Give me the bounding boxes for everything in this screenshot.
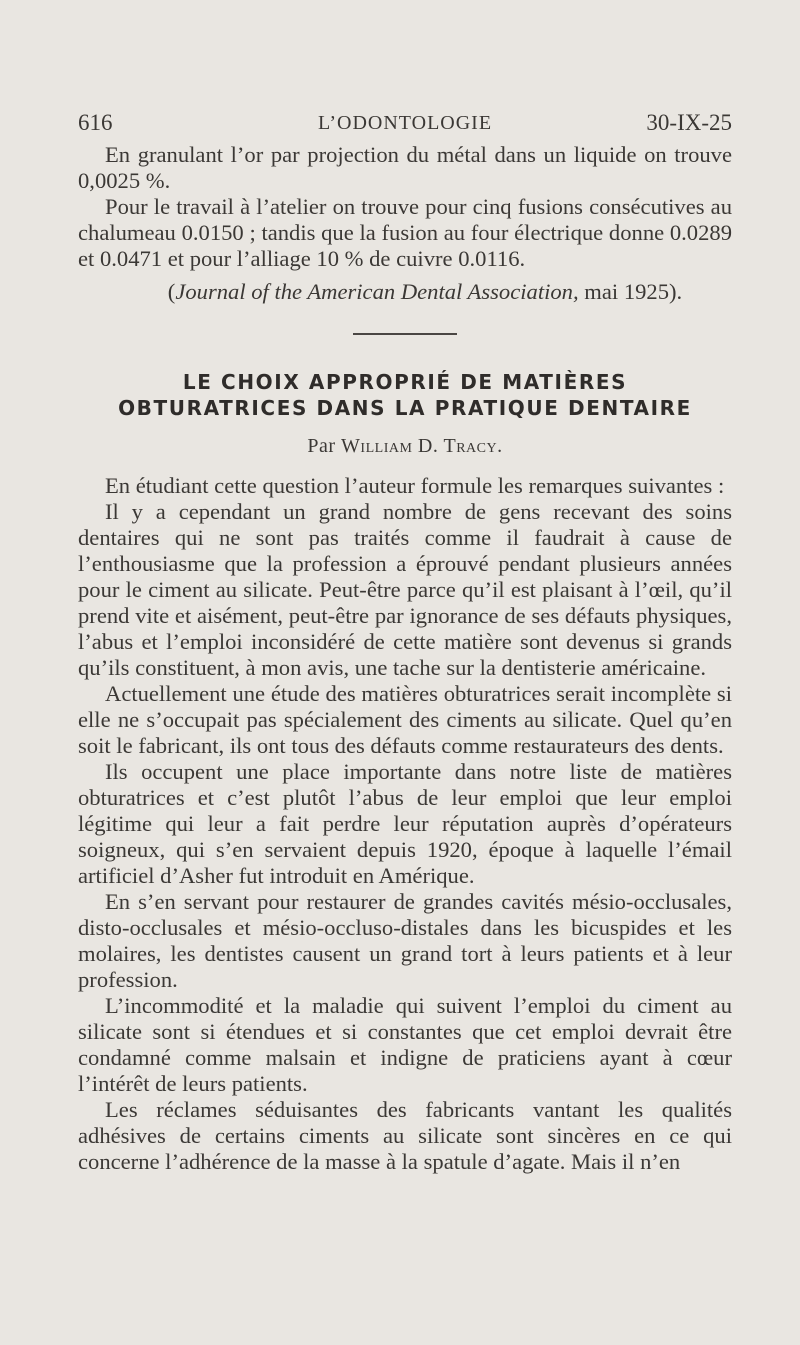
- article: [78, 369, 732, 1175]
- paragraph: L’incommodité et la maladie qui suivent l’emploi du ciment au silicate sont si étendues et si constantes que cet emploi devrait être condamné comme malsain et indigne de praticiens ayant à cœur l’intérêt de leurs patients.: [78, 993, 732, 1096]
- citation-open: (: [167, 279, 176, 304]
- citation-journal: Journal of the American Dental Association,: [175, 279, 579, 304]
- paragraph: Ils occupent une place importante dans notre liste de matières obturatrices et c’est plutôt l’abus de leur emploi que leur emploi légitime qui leur a fait perdre leur réputation auprès d’opérateurs soigneux, qui s’en servaient depuis 1920, époque à laquelle l’émail artificiel d’Asher fut introduit en Amérique.: [78, 759, 732, 888]
- journal-name: L’ODONTOLOGIE: [317, 112, 493, 134]
- section-divider: [353, 333, 457, 335]
- paragraph: En étudiant cette question l’auteur formule les remarques suivantes :: [105, 473, 725, 498]
- paragraph: En granulant l’or par projection du métal dans un liquide on trouve 0,0025 %.: [78, 142, 732, 193]
- article-title-line-1: LE CHOIX APPROPRIÉ DE MATIÈRES: [182, 370, 628, 394]
- paragraph: Pour le travail à l’atelier on trouve pour cinq fusions consécutives au chalumeau 0.0150 ; tandis que la fusion au four électrique donne 0.0289 et 0.0471 et pour l’alliage 10 % de cuivre 0.0116.: [78, 194, 732, 271]
- page-number: 616: [78, 110, 113, 135]
- running-header: [78, 104, 732, 142]
- paragraph: Il y a cependant un grand nombre de gens recevant des soins dentaires qui ne sont pas traités comme il faudrait à cause de l’enthousiasme que la profession a éprouvé pendant plusieurs années pour le ciment au silicate. Peut-être parce qu’il est plaisant à l’œil, qu’il prend vite et aisément, peut-être par ignorance de ses défauts physiques, l’abus et l’emploi inconsidéré de cette matière sont devenus si grands qu’ils constituent, à mon avis, une tache sur la dentisterie américaine.: [78, 499, 732, 680]
- journal-page: [78, 104, 732, 1264]
- issue-date: 30-IX-25: [646, 110, 732, 135]
- article-title: [78, 369, 732, 421]
- citation-date: mai 1925).: [578, 279, 683, 304]
- paragraph: En s’en servant pour restaurer de grandes cavités mésio-occlusales, disto-occlusales et mésio-occluso-distales dans les bicuspides et les molaires, les dentistes causent un grand tort à leurs patients et à leur profession.: [78, 889, 732, 992]
- article-title-line-2: OBTURATRICES DANS LA PRATIQUE DENTAIRE: [118, 396, 692, 420]
- author-name: William D. Tracy.: [341, 435, 503, 457]
- previous-article-end: [78, 142, 732, 305]
- byline: [78, 433, 732, 459]
- byline-prefix: Par: [307, 435, 342, 457]
- paragraph: Actuellement une étude des matières obturatrices serait incomplète si elle ne s’occupait pas spécialement des ciments au silicate. Quel qu’en soit le fabricant, ils ont tous des défauts comme restaurateurs des dents.: [78, 681, 732, 758]
- source-citation: [78, 278, 732, 305]
- paragraph: Les réclames séduisantes des fabricants vantant les qualités adhésives de certains ciments au silicate sont sincères en ce qui concerne l’adhérence de la masse à la spatule d’agate. Mais il n’en: [78, 1097, 732, 1174]
